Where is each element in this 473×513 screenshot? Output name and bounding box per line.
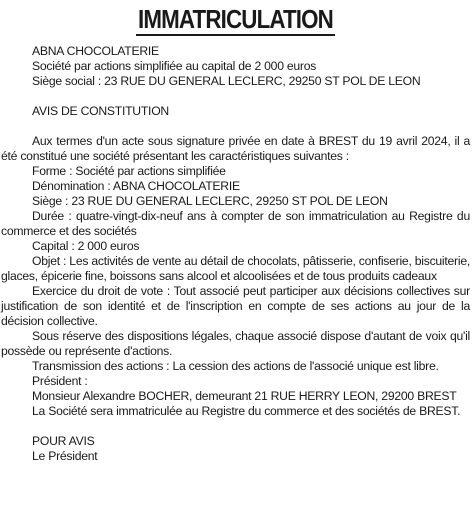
intro-paragraph <box>1 134 470 164</box>
title-underline <box>136 34 335 36</box>
page-title: IMMATRICULATION <box>138 4 333 34</box>
field-transmission: Transmission des actions : La cession des actions de l'associé unique est libre. <box>32 359 439 373</box>
duree-text: Durée : quatre-vingt-dix-neuf ans à compter de son immatriculation au Registre du commerce et des sociétés <box>1 209 470 238</box>
notice-body <box>1 44 470 464</box>
signature: Le Président <box>32 449 98 463</box>
intro-text: Aux termes d'un acte sous signature privée en date à BREST du 19 avril 2024, il a été constitué une société présentant les caractéristiques suivantes : <box>1 134 470 163</box>
company-form: Société par actions simplifiée au capital de 2 000 euros <box>32 59 317 73</box>
notice-title: AVIS DE CONSTITUTION <box>32 104 169 118</box>
field-siege: Siège : 23 RUE DU GENERAL LECLERC, 29250 ST POL DE LEON <box>32 194 388 208</box>
field-forme: Forme : Société par actions simplifiée <box>32 164 226 178</box>
field-president-label: Président : <box>32 374 88 388</box>
field-objet <box>1 254 470 284</box>
closing: POUR AVIS <box>32 434 95 448</box>
spacer <box>1 119 470 134</box>
vote-text: Exercice du droit de vote : Tout associé peut participer aux décisions collectives sur justification de son identité et de l'inscription en compte de ses actions au jour de la décision collective. <box>1 284 470 328</box>
reserve-text: Sous réserve des dispositions légales, chaque associé dispose d'autant de voix qu'il possède ou représente d'actions. <box>1 329 470 358</box>
objet-text: Objet : Les activités de vente au détail de chocolats, pâtisserie, confiserie, biscuiterie, glaces, épicerie fine, boissons sans alcool et alcoolisées et de tous produits cadeaux <box>1 254 470 283</box>
field-reserve <box>1 329 470 359</box>
spacer <box>1 89 470 104</box>
field-denomination: Dénomination : ABNA CHOCOLATERIE <box>32 179 240 193</box>
field-president: Monsieur Alexandre BOCHER, demeurant 21 RUE HERRY LEON, 29200 BREST <box>32 389 457 403</box>
field-vote <box>1 284 470 329</box>
company-name: ABNA CHOCOLATERIE <box>32 44 159 58</box>
field-duree <box>1 209 470 239</box>
spacer <box>1 419 470 434</box>
field-capital: Capital : 2 000 euros <box>32 239 140 253</box>
company-seat: Siège social : 23 RUE DU GENERAL LECLERC, 29250 ST POL DE LEON <box>32 74 421 88</box>
field-registration: La Société sera immatriculée au Registre du commerce et des sociétés de BREST. <box>32 404 461 418</box>
